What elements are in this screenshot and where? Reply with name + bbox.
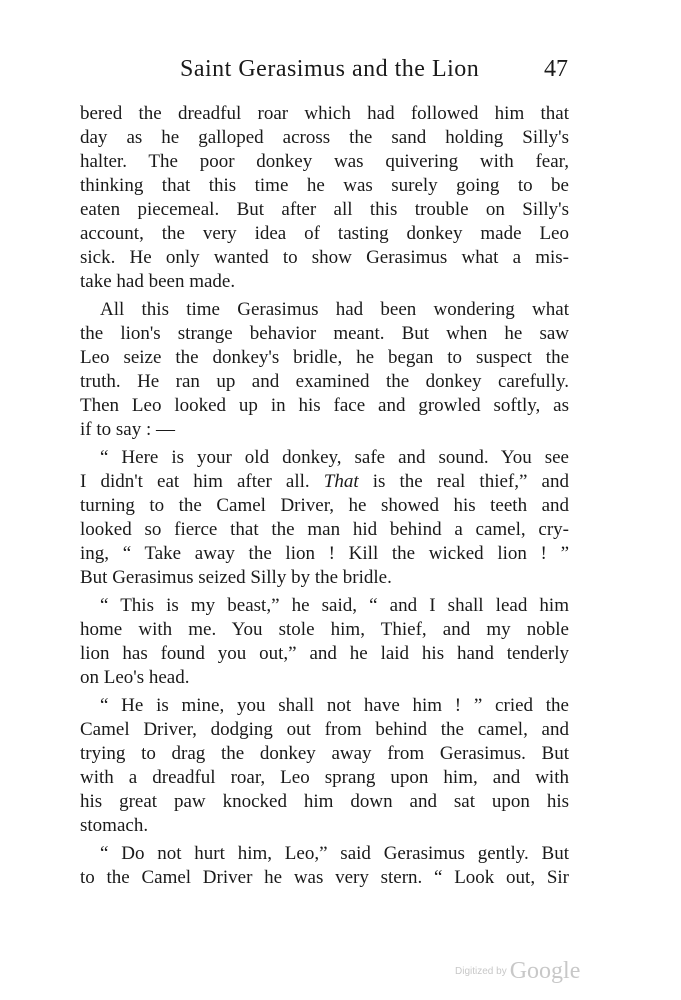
text-line: All this time Gerasimus had been wondering what bbox=[100, 299, 569, 320]
text-line: Then Leo looked up in his face and growled softly, as bbox=[80, 395, 569, 416]
text-line: “ He is mine, you shall not have him ! ” cried the bbox=[100, 695, 569, 716]
text-line: his great paw knocked him down and sat upon his bbox=[80, 791, 569, 812]
text-line: truth. He ran up and examined the donkey carefully. bbox=[80, 371, 569, 392]
text-line: lion has found you out,” and he laid his hand tenderly bbox=[80, 643, 569, 664]
text-line: halter. The poor donkey was quivering with fear, bbox=[80, 151, 569, 172]
text-line: But Gerasimus seized Silly by the bridle. bbox=[80, 567, 392, 588]
page-number: 47 bbox=[544, 56, 568, 82]
text-line: to the Camel Driver he was very stern. “ Look out, Sir bbox=[80, 867, 569, 888]
google-logo: Google bbox=[509, 958, 581, 984]
text-line: “ Here is your old donkey, safe and sound. You see bbox=[100, 447, 569, 468]
text-segment: I didn't eat him after all. bbox=[80, 471, 324, 492]
text-segment: is the real thief,” and bbox=[358, 471, 569, 492]
text-line: thinking that this time he was surely going to be bbox=[80, 175, 569, 196]
text-line: eaten piecemeal. But after all this trouble on Silly's bbox=[80, 199, 569, 220]
text-line: “ Do not hurt him, Leo,” said Gerasimus gently. But bbox=[100, 843, 569, 864]
text-line: with a dreadful roar, Leo sprang upon him, and with bbox=[80, 767, 569, 788]
text-line: day as he galloped across the sand holding Silly's bbox=[80, 127, 569, 148]
text-line: ing, “ Take away the lion ! Kill the wicked lion ! ” bbox=[80, 543, 569, 564]
text-line: “ This is my beast,” he said, “ and I shall lead him bbox=[100, 595, 569, 616]
text-line: the lion's strange behavior meant. But when he saw bbox=[80, 323, 569, 344]
text-line-mixed bbox=[80, 470, 569, 494]
text-line: sick. He only wanted to show Gerasimus what a mis- bbox=[80, 247, 569, 268]
text-line: trying to drag the donkey away from Gerasimus. But bbox=[80, 743, 569, 764]
text-line: account, the very idea of tasting donkey made Leo bbox=[80, 223, 569, 244]
italic-segment: That bbox=[323, 471, 359, 492]
body-text bbox=[80, 102, 569, 890]
page-header bbox=[80, 56, 568, 86]
running-title: Saint Gerasimus and the Lion bbox=[180, 56, 480, 82]
text-line: take had been made. bbox=[80, 271, 236, 292]
text-line: Camel Driver, dodging out from behind the camel, and bbox=[80, 719, 569, 740]
text-line: home with me. You stole him, Thief, and my noble bbox=[80, 619, 569, 640]
text-line: on Leo's head. bbox=[80, 667, 190, 688]
watermark-prefix: Digitized by bbox=[455, 966, 507, 977]
text-line: stomach. bbox=[80, 815, 149, 836]
text-line: turning to the Camel Driver, he showed his teeth and bbox=[80, 495, 569, 516]
text-line: if to say : — bbox=[80, 419, 175, 440]
text-line: Leo seize the donkey's bridle, he began to suspect the bbox=[80, 347, 569, 368]
text-line: looked so fierce that the man hid behind a camel, cry- bbox=[80, 519, 569, 540]
digitized-by-watermark bbox=[455, 958, 600, 988]
text-line: bered the dreadful roar which had followed him that bbox=[80, 103, 569, 124]
